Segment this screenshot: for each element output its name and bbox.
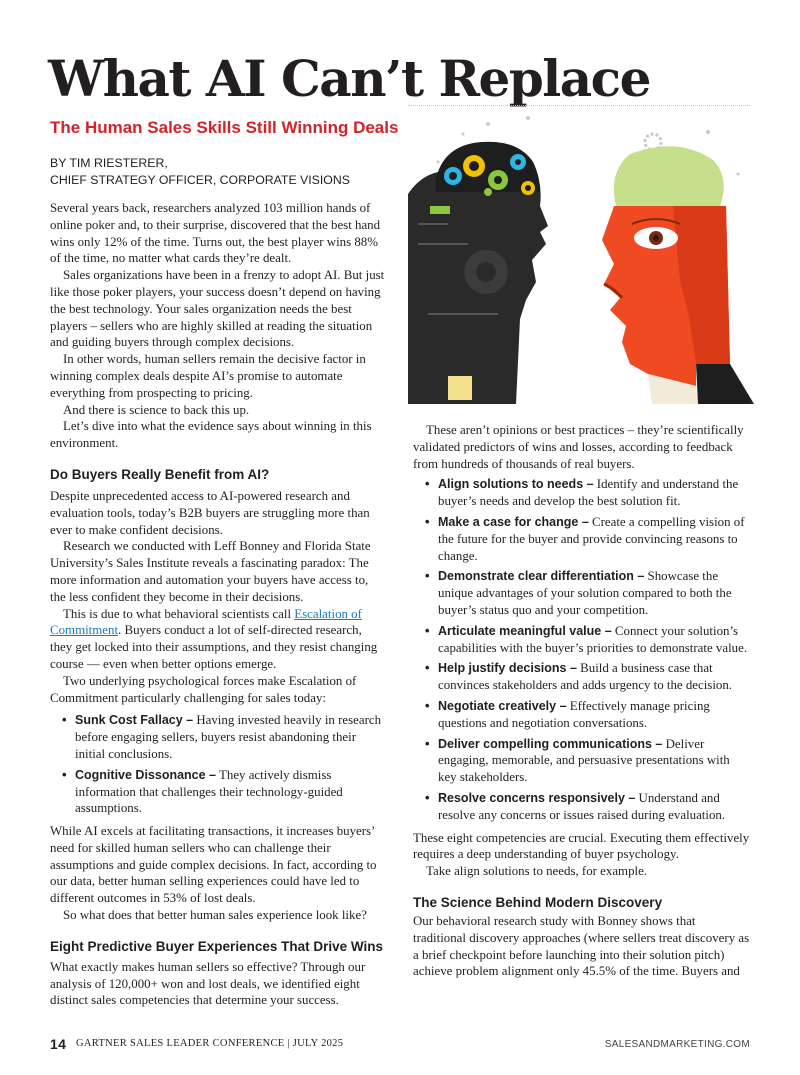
bullet-text: Effectively manage pricing questions and negotiation conversations.	[438, 698, 710, 730]
paragraph: Our behavioral research study with Bonney shows that traditional discovery approaches (where sellers treat discovery as a brief checkpoint before launching into their solution pitch) achieve problem alignment only 45.5% of the time. Buyers and	[413, 913, 750, 979]
bullet-text: Having invested heavily in research before engaging sellers, buyers resist abandoning their initial conclusions.	[75, 713, 382, 761]
bullet-term: Make a case for change –	[438, 514, 589, 529]
paragraph: Despite unprecedented access to AI-powered research and evaluation tools, today’s B2B buyers are struggling more than ever to make confident decisions.	[50, 488, 370, 537]
bullet-text: Connect your solution’s capabilities with the buyer’s priorities to demonstrate value.	[438, 623, 748, 655]
page-footer	[50, 1036, 750, 1054]
paragraph: In other words, human sellers remain the decisive factor in winning complex deals despite AI’s promise to automate everything from prospecting to pricing.	[50, 352, 366, 400]
bullet-text: Identify and understand the buyer’s needs and develop the best solution fit.	[438, 477, 739, 509]
paragraph: Let’s dive into what the evidence says about winning in this environment.	[50, 419, 372, 451]
paragraph: These aren’t opinions or best practices – they’re scientifically validated predictors of wins and losses, according to feedback from hundreds of thousands of real buyers.	[413, 423, 744, 471]
bullet-text: Showcase the unique advantages of your solution compared to both the buyer’s status quo and your competition.	[438, 569, 732, 617]
page-number: 14	[50, 1036, 67, 1052]
byline	[50, 155, 350, 189]
bullet-term: Deliver compelling communications –	[438, 736, 663, 751]
right-column	[413, 422, 750, 980]
bullet-icon: •	[425, 476, 430, 492]
left-column	[50, 200, 385, 1009]
list-item	[50, 712, 385, 762]
list-item	[413, 514, 750, 564]
bullet-term: Sunk Cost Fallacy –	[75, 713, 194, 728]
list-item	[413, 660, 750, 694]
bullet-term: Resolve concerns responsively –	[438, 790, 636, 805]
bullet-icon: •	[62, 712, 67, 728]
list-item	[413, 568, 750, 618]
section-heading: The Science Behind Modern Discovery	[413, 894, 663, 910]
paragraph: Sales organizations have been in a frenzy to adopt AI. But just like those poker players, your success doesn’t depend on having the best technology. Your sales organization needs the best players – sellers who are highly skilled at reading the situation and guiding buyers through complex decisions.	[50, 268, 385, 350]
bullet-text: They actively dismiss information that challenges their technology-guided assumptions.	[75, 767, 343, 816]
forces-list	[50, 712, 385, 817]
paragraph: What exactly makes human sellers so effective? Through our analysis of 120,000+ won and lost deals, we identified eight distinct sales competencies that determine your success.	[50, 959, 366, 1008]
paragraph: Two underlying psychological forces make Escalation of Commitment particularly challenging for sales today:	[50, 673, 357, 705]
list-item	[50, 767, 385, 817]
bullet-icon: •	[425, 660, 430, 676]
site-url: SALESANDMARKETING.COM	[604, 1039, 750, 1050]
paragraph	[50, 606, 385, 673]
bullet-icon: •	[425, 789, 430, 805]
bullet-icon: •	[62, 766, 67, 782]
bullet-term: Demonstrate clear differentiation –	[438, 569, 645, 584]
paragraph: Research we conducted with Leff Bonney and Florida State University’s Sales Institute reveals a fascinating paradox: The more information and automation your buyers have access to, the less confident they become in their decisions.	[50, 539, 371, 604]
paragraph: And there is science to back this up.	[63, 402, 250, 417]
bullet-term: Articulate meaningful value –	[438, 623, 612, 638]
byline-role: CHIEF STRATEGY OFFICER, CORPORATE VISIONS	[50, 173, 350, 187]
bullet-text: Deliver engaging, memorable, and persuasive presentations with key stakeholders.	[438, 736, 730, 785]
bullet-term: Negotiate creatively –	[438, 698, 567, 713]
article-title: What AI Can’t Replace	[48, 49, 650, 108]
bullet-icon: •	[425, 622, 430, 638]
bullet-icon: •	[425, 568, 430, 584]
bullet-text: Build a business case that convinces stakeholders and adds urgency to the decision.	[438, 661, 733, 693]
competencies-list	[413, 476, 750, 823]
publication-name: GARTNER SALES LEADER CONFERENCE | JULY 2025	[76, 1038, 344, 1049]
bullet-term: Help justify decisions –	[438, 661, 577, 676]
paragraph-text: . Buyers conduct a lot of self-directed research, they get locked into their assumptions, and they resist changing course — even when better options emerge.	[50, 623, 378, 671]
bullet-term: Cognitive Dissonance –	[75, 767, 217, 782]
section-heading: Do Buyers Really Benefit from AI?	[50, 466, 270, 482]
paragraph: These eight competencies are crucial. Executing them effectively requires a deep understanding of buyer psychology.	[413, 830, 750, 862]
bullet-icon: •	[425, 513, 430, 529]
paragraph: Take align solutions to needs, for example.	[426, 864, 648, 879]
escalation-of-commitment-link[interactable]: Escalation of Commitment	[50, 606, 362, 638]
list-item	[413, 736, 750, 786]
bullet-icon: •	[425, 697, 430, 713]
decorative-dotted-line	[408, 105, 750, 112]
list-item	[413, 790, 750, 824]
robot-vs-human-head-illustration	[408, 114, 754, 404]
article-subtitle: The Human Sales Skills Still Winning Deals	[50, 118, 399, 137]
paragraph: While AI excels at facilitating transactions, it increases buyers’ need for skilled human sellers who can challenge their assumptions and guide complex decisions. In fact, according to our data, better human selling experiences could have led to different outcomes in 53% of lost deals.	[50, 824, 377, 906]
bullet-text: Create a compelling vision of the future for the buyer and provide convincing reasons to change.	[438, 514, 745, 563]
bullet-term: Align solutions to needs –	[438, 477, 594, 492]
list-item	[413, 623, 750, 657]
paragraph: So what does that better human sales experience look like?	[63, 908, 367, 923]
list-item	[413, 698, 750, 732]
list-item	[413, 476, 750, 510]
section-heading: Eight Predictive Buyer Experiences That Drive Wins	[50, 938, 383, 954]
bullet-icon: •	[425, 735, 430, 751]
bullet-text: Understand and resolve any concerns or issues raised during evaluation.	[438, 790, 726, 822]
paragraph: Several years back, researchers analyzed 103 million hands of online poker and, to their surprise, discovered that the best hand wins only 12% of the time. Turns out, the best player wins 88% of the time, no matter what cards they’re dealt.	[50, 201, 381, 266]
paragraph-text: This is due to what behavioral scientists call	[63, 606, 295, 621]
byline-author: BY TIM RIESTERER,	[50, 156, 168, 170]
